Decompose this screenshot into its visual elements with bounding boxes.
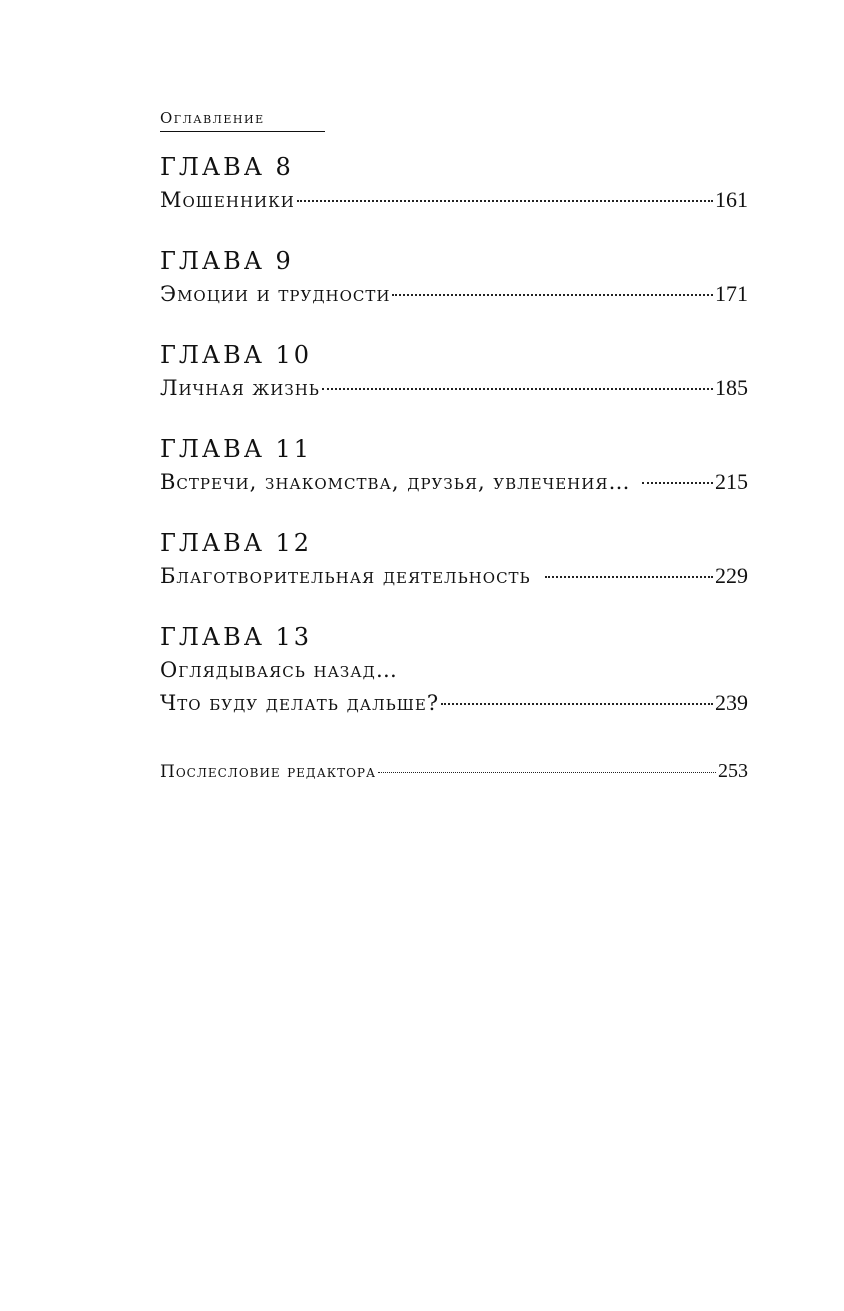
chapter-label: ГЛАВА 11 — [160, 435, 313, 463]
dot-leader — [545, 576, 713, 578]
chapter-11 — [160, 434, 748, 497]
entry-page-number: 185 — [715, 375, 748, 400]
toc-entry[interactable] — [160, 688, 748, 718]
dot-leader — [392, 294, 713, 296]
toc-entry[interactable] — [160, 561, 748, 591]
entry-title: Благотворительная деятельность — [160, 564, 531, 588]
toc-page — [160, 0, 748, 1311]
dot-leader — [378, 772, 716, 773]
dot-leader — [297, 200, 713, 202]
dot-leader — [441, 703, 713, 705]
header-underline — [160, 131, 325, 132]
dot-leader — [642, 482, 713, 484]
entry-title: Послесловие редактора — [160, 762, 377, 782]
entry-title: Встречи, знакомства, друзья, увлечения… — [160, 470, 631, 494]
toc-entry[interactable] — [160, 373, 748, 403]
toc-entry-afterword[interactable] — [160, 758, 748, 785]
chapter-9 — [160, 246, 748, 309]
chapter-13 — [160, 622, 748, 718]
entry-title: Мошенники — [160, 188, 295, 212]
toc-entry[interactable] — [160, 279, 748, 309]
entry-page-number: 229 — [715, 563, 748, 588]
chapter-label: ГЛАВА 8 — [160, 153, 294, 181]
chapter-12 — [160, 528, 748, 591]
entry-page-number: 215 — [715, 469, 748, 494]
chapter-label: ГЛАВА 10 — [160, 341, 313, 369]
toc-entry[interactable] — [160, 185, 748, 215]
entry-page-number: 253 — [718, 760, 748, 782]
entry-page-number: 171 — [715, 281, 748, 306]
toc-header: Оглавление — [160, 109, 265, 127]
dot-leader — [322, 388, 713, 390]
entry-title: Эмоции и трудности — [160, 282, 391, 306]
entry-page-number: 239 — [715, 690, 748, 715]
chapter-label: ГЛАВА 9 — [160, 247, 294, 275]
toc-entry[interactable] — [160, 467, 748, 497]
entry-page-number: 161 — [715, 187, 748, 212]
chapter-10 — [160, 340, 748, 403]
chapter-label: ГЛАВА 13 — [160, 623, 313, 651]
entry-title-line: Оглядываясь назад… — [160, 658, 398, 682]
entry-title: Что буду делать дальше? — [160, 691, 440, 715]
chapter-8 — [160, 152, 748, 215]
entry-title: Личная жизнь — [160, 376, 320, 400]
chapter-label: ГЛАВА 12 — [160, 529, 313, 557]
